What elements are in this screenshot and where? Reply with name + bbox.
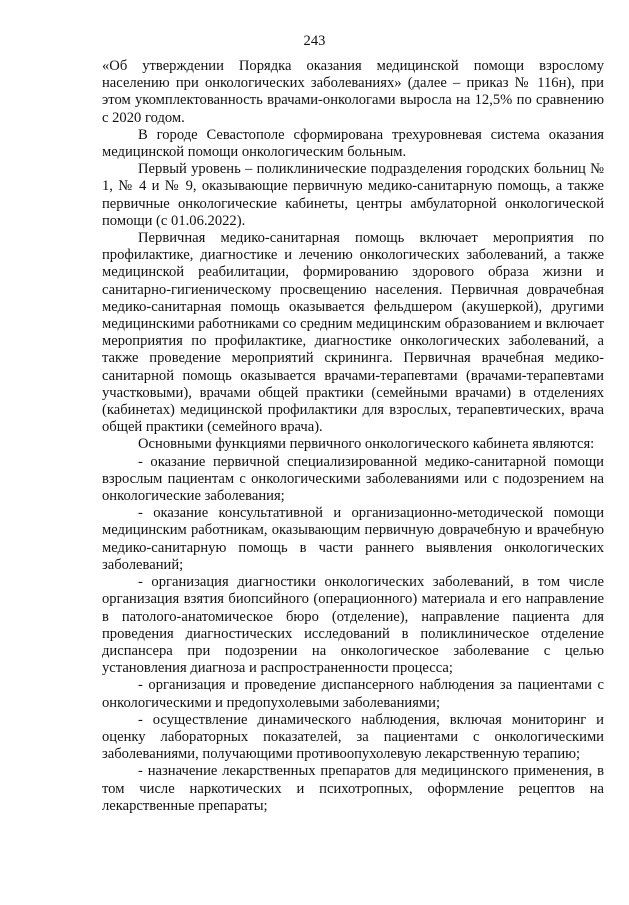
list-item-diagnostics: - организация диагностики онкологических заболеваний, в том числе организация взятия биопсийного (операционного) материала и его направление в патолого-анатомическое бюро (отделение), направление пациента для проведения диагностических исследований в поликлиническое отделение диспансера при подозрении на онкологическое заболевание с целью установления диагноза и распространенности процесса; xyxy=(102,574,604,677)
list-item-dynamic-monitoring: - осуществление динамического наблюдения, включая мониторинг и оценку лабораторных показателей, за пациентами с онкологическими заболеваниями, получающими противоопухолевую лекарственную терапию; xyxy=(102,711,604,763)
paragraph-primary-care: Первичная медико-санитарная помощь включает мероприятия по профилактике, диагностике и лечению онкологических заболеваний, а также медицинской реабилитации, формированию здорового образа жизни и санитарно-гигиеническому просвещению населения. Первичная доврачебная медико-санитарная помощь оказывается фельдшером (акушеркой), другими медицинскими работниками со средним медицинским образованием и включает мероприятия по профилактике, диагностике онкологических заболеваний, а также проведение мероприятий скрининга. Первичная врачебная медико-санитарной помощь оказывается врачами-терапевтами (врачами-терапевтами участковыми), врачами общей практики (семейными врачами) в отделениях (кабинетах) медицинской профилактики для взрослых, терапевтических, врача общей практики (семейного врача). xyxy=(102,230,604,436)
list-item-dispensary-observation: - организация и проведение диспансерного наблюдения за пациентами с онкологическими и предопухолевыми заболеваниями; xyxy=(102,677,604,711)
list-item-consultative-help: - оказание консультативной и организационно-методической помощи медицинским работникам, оказывающим первичную доврачебную и врачебную медико-санитарную помощь в части раннего выявления онкологических заболеваний; xyxy=(102,505,604,573)
paragraph-order-reference: «Об утверждении Порядка оказания медицинской помощи взрослому населению при онкологических заболеваниях» (далее – приказ № 116н), при этом укомплектованность врачами-онкологами выросла на 12,5% по сравнению с 2020 годом. xyxy=(102,58,604,126)
paragraph-three-level-system: В городе Севастополе сформирована трехуровневая система оказания медицинской помощи онкологическим больным. xyxy=(102,126,604,161)
paragraph-cabinet-functions-intro: Основными функциями первичного онкологического кабинета являются: xyxy=(138,436,595,453)
list-item-prescriptions: - назначение лекарственных препаратов для медицинского применения, в том числе наркотических и психотропных, оформление рецептов на лекарственные препараты; xyxy=(102,763,604,814)
document-body xyxy=(102,58,604,815)
list-item-specialized-care: - оказание первичной специализированной медико-санитарной помощи взрослым пациентам с онкологическими заболеваниями или с подозрением на онкологические заболевания; xyxy=(102,453,604,505)
page-number: 243 xyxy=(303,33,326,49)
paragraph-first-level: Первый уровень – поликлинические подразделения городских больниц № 1, № 4 и № 9, оказывающие первичную медико-санитарную помощь, а также первичные онкологические кабинеты, центры амбулаторной онкологической помощи (с 01.06.2022). xyxy=(102,161,604,229)
